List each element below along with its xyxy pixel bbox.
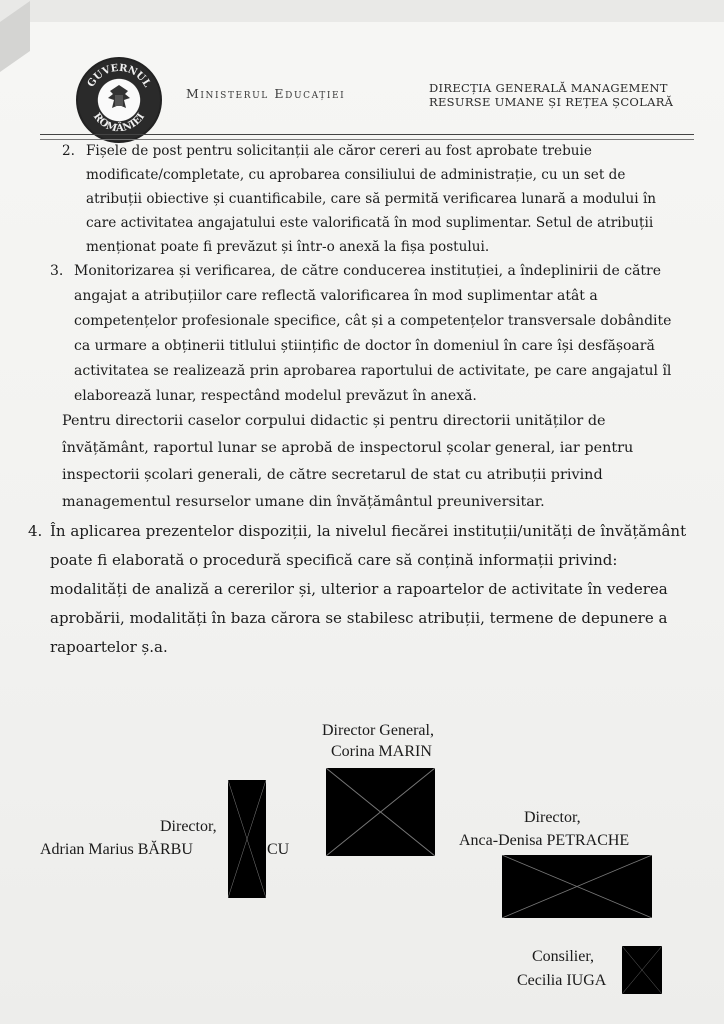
page-corner-shadow (0, 1, 30, 72)
redacted-signature-director-general (326, 768, 435, 856)
item-3-number: 3. (50, 263, 64, 279)
director-right-title: Director, (524, 809, 581, 826)
item-4-line-4: aprobării, modalități în baza cărora se stabilesc atribuții, termene de depunere a (50, 609, 668, 627)
redacted-signature-director-right (502, 855, 652, 918)
director-left-name: Adrian Marius BĂRBU (40, 841, 193, 858)
item-4-line-5: rapoartelor ș.a. (50, 638, 168, 656)
director-left-title: Director, (160, 818, 217, 835)
item-3-line-2: angajat a atribuțiilor care reflectă valorificarea în mod suplimentar atât a (74, 288, 598, 304)
item-3-line-5: activitatea se realizează prin aprobarea raportului de activitate, pe care angajatul îl (74, 363, 672, 379)
item-2-line-1: Fișele de post pentru solicitanții ale căror cereri au fost aprobate trebuie (86, 143, 592, 159)
item-2-line-3: atribuții obiective și cuantificabile, care să permită verificarea lunară a modului în (86, 191, 657, 207)
consilier-title: Consilier, (532, 948, 595, 965)
redacted-signature-director-left (228, 780, 266, 898)
department-line-1: DIRECȚIA GENERALĂ MANAGEMENT (429, 81, 668, 95)
item-2-line-4: care activitatea angajatului este valorificată în mod suplimentar. Setul de atribuții (86, 215, 654, 231)
item-2-number: 2. (62, 143, 75, 159)
item-3-line-4: ca urmare a obținerii titlului științific de doctor în domeniul în care își desfășoară (74, 338, 655, 354)
item-3-line-1: Monitorizarea și verificarea, de către conducerea instituției, a îndeplinirii de către (74, 263, 662, 279)
director-general-name: Corina MARIN (331, 743, 432, 760)
consilier-name: Cecilia IUGA (517, 972, 607, 989)
item-3-sub-line-2: învățământ, raportul lunar se aprobă de inspectorul școlar general, iar pentru (62, 440, 634, 456)
item-3-sub-line-3: inspectorii școlari generali, de către secretarul de stat cu atribuții privind (62, 467, 603, 483)
ministry-name: Ministerul Educației (186, 86, 346, 101)
director-right-name: Anca-Denisa PETRACHE (459, 832, 630, 849)
item-3-line-6: elaborează lunar, respectând modelul prevăzut în anexă. (74, 388, 477, 404)
director-general-title: Director General, (322, 722, 434, 739)
svg-text:ROMÂNIEI: ROMÂNIEI (90, 111, 148, 135)
item-3-sub-line-4: managementul resurselor umane din învățământul preuniversitar. (62, 494, 545, 510)
director-left-name-tail: CU (267, 841, 290, 858)
header-rule (40, 134, 694, 135)
item-2-line-5: menționat poate fi prevăzut și într-o anexă la fișa postului. (86, 239, 490, 255)
item-4-line-2: poate fi elaborată o procedură specifică care să conțină informații privind: (50, 551, 618, 569)
item-2-line-2: modificate/completate, cu aprobarea consiliului de administrație, cu un set de (86, 167, 626, 183)
department-name (429, 81, 689, 109)
item-3-line-3: competențelor profesionale specifice, cât și a competențelor transversale dobândite (74, 313, 672, 329)
svg-text:GUVERNUL: GUVERNUL (85, 62, 153, 90)
department-line-2: RESURSE UMANE ȘI REȚEA ȘCOLARĂ (429, 95, 674, 109)
government-seal-logo (76, 57, 162, 143)
redacted-signature-consilier (622, 946, 662, 994)
item-4-line-3: modalități de analiză a cererilor și, ulterior a rapoartelor de activitate în vederea (50, 580, 668, 598)
header-rule-secondary (40, 139, 694, 140)
item-3-sub-line-1: Pentru directorii caselor corpului didactic și pentru directorii unităților de (62, 413, 606, 429)
item-4-number: 4. (28, 522, 43, 540)
item-4-line-1: În aplicarea prezentelor dispoziții, la nivelul fiecărei instituții/unități de învățământ (50, 522, 687, 540)
